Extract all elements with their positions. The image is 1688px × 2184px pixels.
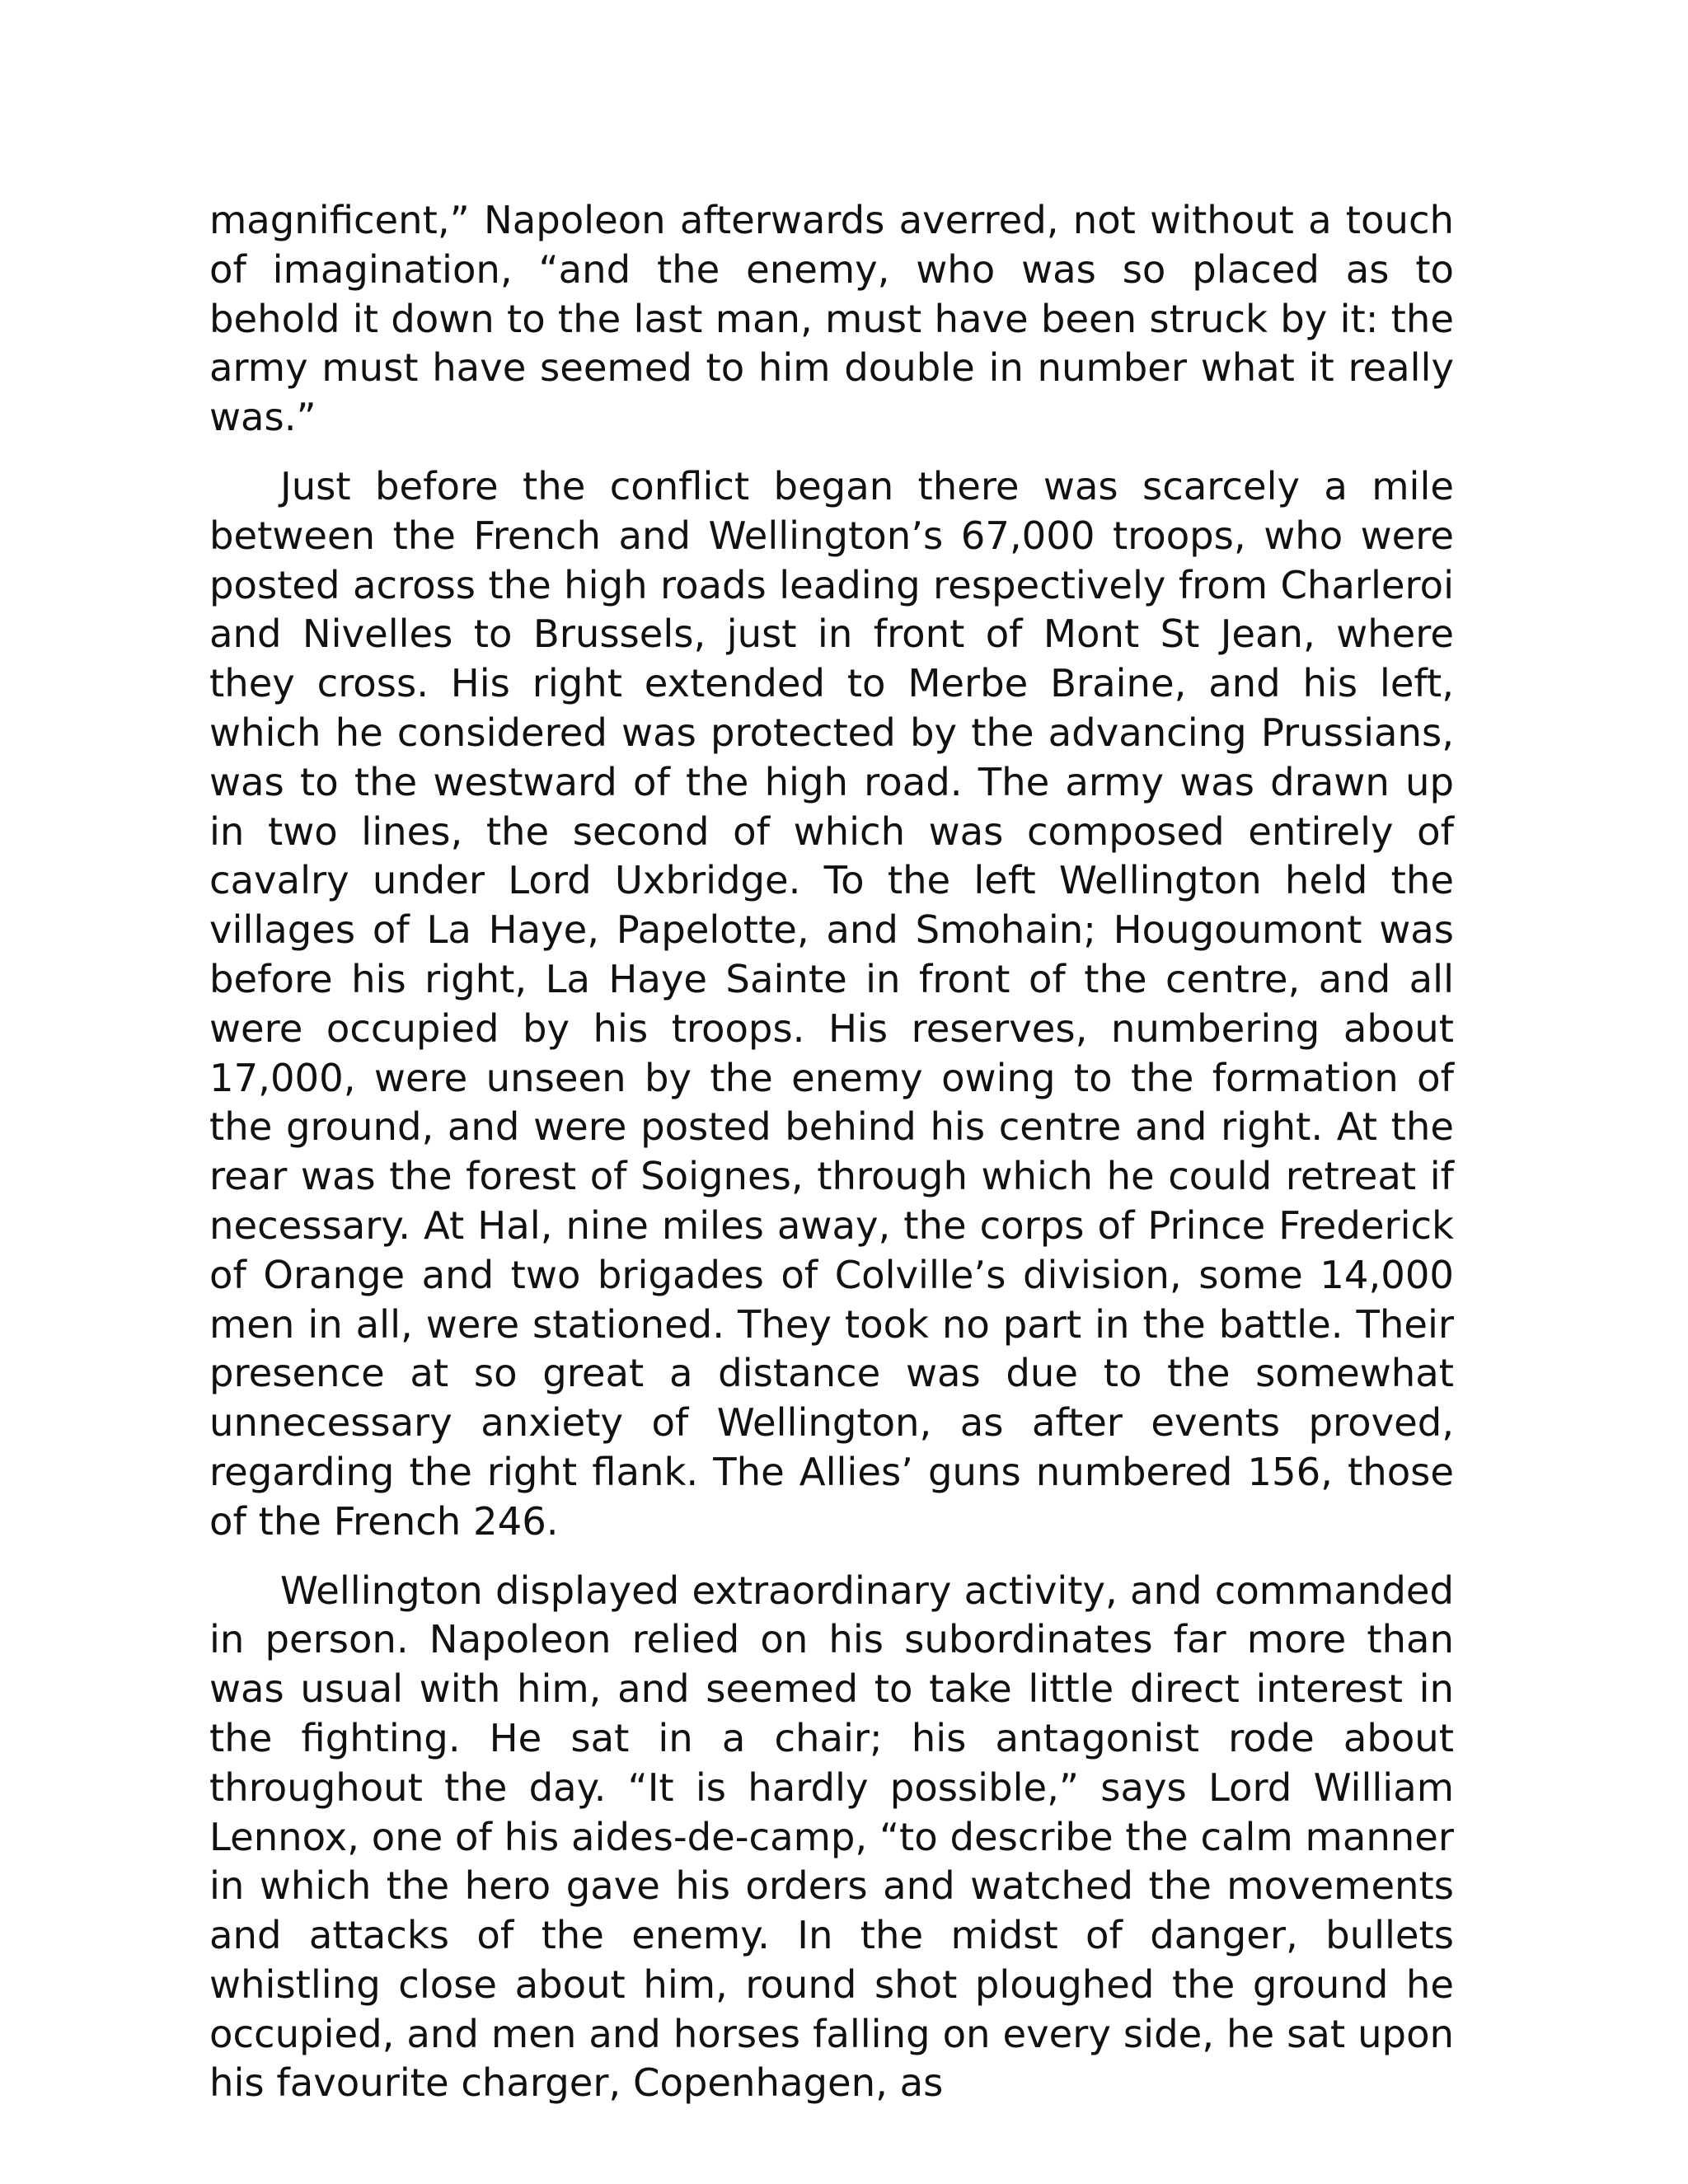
paragraph-1: magnificent,” Napoleon afterwards averred, not without a touch of imagination, “and the enemy, who was so placed as to behold it down to the last man, must have been struck by it: the army must have seemed to him double in number what it really was.” <box>209 198 1454 440</box>
paragraph-3: Wellington displayed extraordinary activity, and commanded in person. Napoleon relied on his subordinates far more than was usual with him, and seemed to take little direct interest in the fighting. He sat in a chair; his antagonist rode about throughout the day. “It is hardly possible,” says Lord William Lennox, one of his aides-de-camp, “to describe the calm manner in which the hero gave his orders and watched the movements and attacks of the enemy. In the midst of danger, bullets whistling close about him, round shot ploughed the ground he occupied, and men and horses falling on every side, he sat upon his favourite charger, Copenhagen, as <box>209 1568 1454 2106</box>
paragraph-2: Just before the conflict began there was scarcely a mile between the French and Wellington’s 67,000 troops, who were posted across the high roads leading respectively from Charleroi and Nivelles to Brussels, just in front of Mont St Jean, where they cross. His right extended to Merbe Braine, and his left, which he considered was protected by the advancing Prussians, was to the westward of the high road. The army was drawn up in two lines, the second of which was composed entirely of cavalry under Lord Uxbridge. To the left Wellington held the villages of La Haye, Papelotte, and Smohain; Hougoumont was before his right, La Haye Sainte in front of the centre, and all were occupied by his troops. His reserves, numbering about 17,000, were unseen by the enemy owing to the formation of the ground, and were posted behind his centre and right. At the rear was the forest of Soignes, through which he could retreat if necessary. At Hal, nine miles away, the corps of Prince Frederick of Orange and two brigades of Colville’s division, some 14,000 men in all, were stationed. They took no part in the battle. Their presence at so great a distance was due to the somewhat unnecessary anxiety of Wellington, as after events proved, regarding the right flank. The Allies’ guns numbered 156, those of the French 246. <box>209 463 1454 1544</box>
page-body <box>209 196 1454 2128</box>
